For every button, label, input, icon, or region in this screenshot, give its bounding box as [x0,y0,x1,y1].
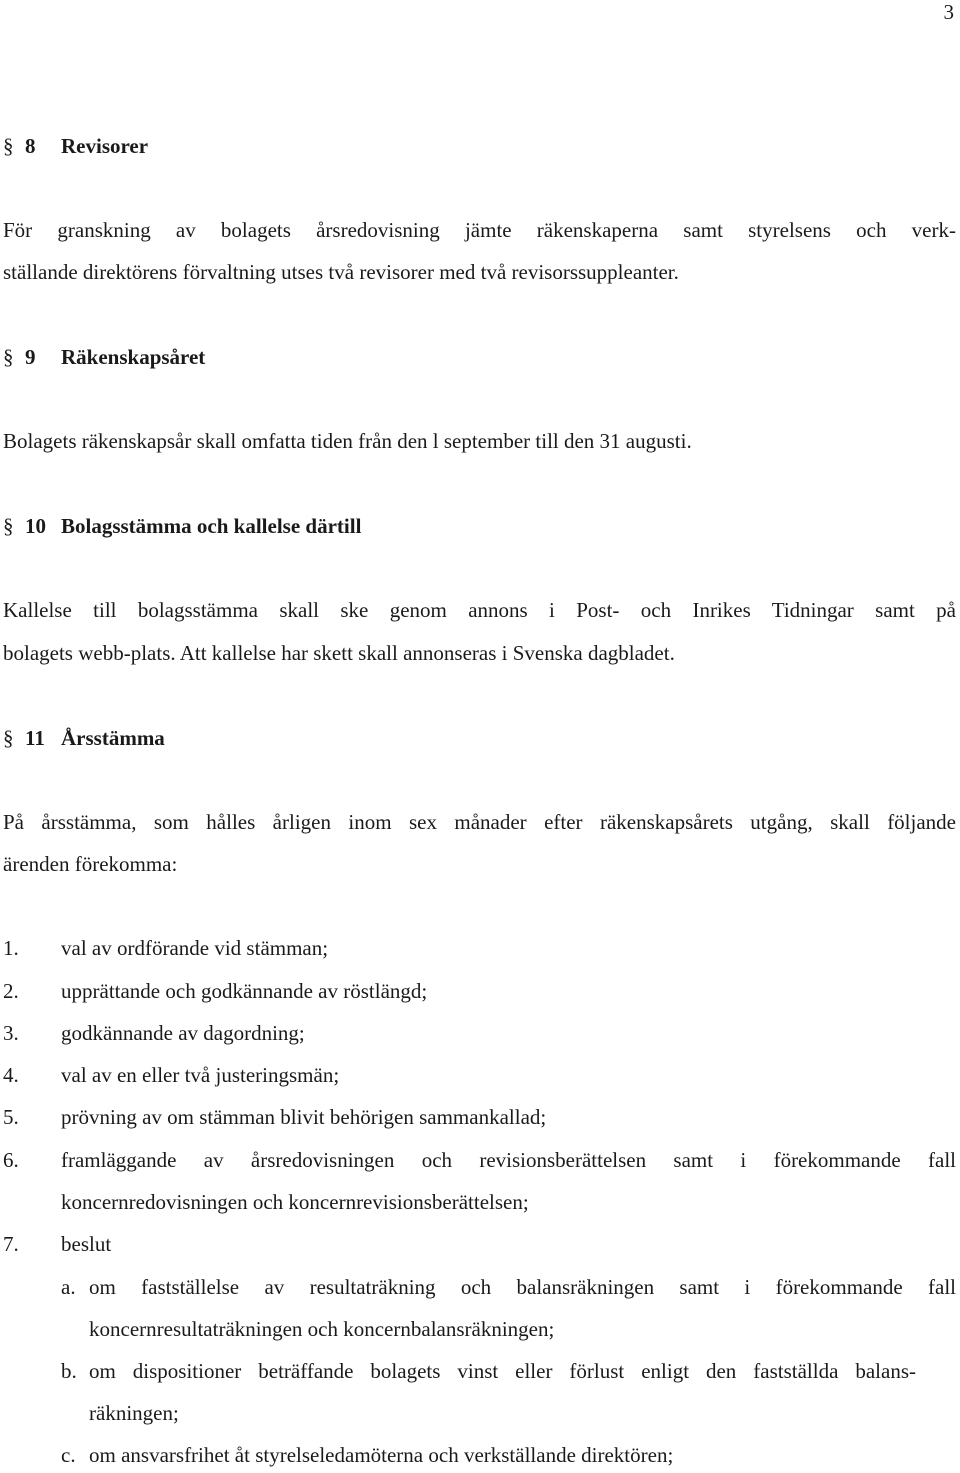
list-item-text: upprättande och godkännande av röstlängd; [61,979,428,1003]
paragraph-line: bolagets webb-plats. Att kallelse har skett skall annonseras i Svenska dagbladet. [3,641,675,665]
list-item-number: 2. [3,979,19,1003]
list-item-number: 6. [3,1148,19,1172]
sub-list-item-line: om dispositioner beträffande bolagets vinst eller förlust enligt den fastställda balans- [89,1359,916,1383]
section-9-paragraph: Bolagets räkenskapsår skall omfatta tiden från den l september till den 31 augusti. [3,429,692,453]
list-item-text: val av en eller två justeringsmän; [61,1063,340,1087]
section-11-paragraph [3,810,956,835]
section-heading-11 [3,726,165,751]
sub-list-item-continuation: räkningen; [89,1401,179,1425]
list-item-text: godkännande av dagordning; [61,1021,305,1045]
list-item-number: 7. [3,1232,19,1256]
list-item-number: 5. [3,1105,19,1129]
paragraph-line: För granskning av bolagets årsredovisning jämte räkenskaperna samt styrelsens och verk- [3,218,956,242]
list-item-text [61,1148,956,1173]
sub-list-item-line: om fastställelse av resultaträkning och balansräkningen samt i förekommande fall [89,1275,956,1299]
section-number: 11 [25,726,45,750]
section-heading-10 [3,514,361,539]
section-title: Revisorer [61,134,149,158]
list-item-text: prövning av om stämman blivit behörigen sammankallad; [61,1105,547,1129]
section-symbol: § [3,514,14,538]
sub-list-item-text [89,1275,956,1300]
list-item-number: 4. [3,1063,19,1087]
list-item-continuation: koncernredovisningen och koncernrevisionsberättelsen; [61,1190,529,1214]
list-item-text: val av ordförande vid stämman; [61,936,329,960]
sub-list-item-continuation: koncernresultaträkningen och koncernbalansräkningen; [89,1317,555,1341]
paragraph-line: ärenden förekomma: [3,852,178,876]
list-item-line: framläggande av årsredovisningen och revisionsberättelsen samt i förekommande fall [61,1148,956,1172]
sub-list-item-letter: b. [61,1359,77,1383]
section-title: Bolagsstämma och kallelse därtill [61,514,362,538]
page-number: 3 [943,0,954,24]
list-item-number: 3. [3,1021,19,1045]
paragraph-line: ställande direktörens förvaltning utses två revisorer med två revisorssuppleanter. [3,260,679,284]
section-number: 8 [25,134,36,158]
sub-list-item-letter: a. [61,1275,76,1299]
list-item-number: 1. [3,936,19,960]
section-8-paragraph [3,218,956,243]
sub-list-item-text: om ansvarsfrihet åt styrelseledamöterna och verkställande direktören; [89,1443,674,1467]
section-title: Räkenskapsåret [61,345,206,369]
section-heading-8 [3,134,148,159]
list-item-text: beslut [61,1232,112,1256]
sub-list-item-letter: c. [61,1443,76,1467]
section-symbol: § [3,726,14,750]
section-symbol: § [3,134,14,158]
section-title: Årsstämma [61,726,165,750]
section-number: 9 [25,345,36,369]
sub-list-item-text [89,1359,916,1384]
paragraph-line: På årsstämma, som hålles årligen inom sex månader efter räkenskapsårets utgång, skall följande [3,810,956,834]
section-number: 10 [25,514,46,538]
section-heading-9 [3,345,205,370]
section-10-paragraph [3,598,956,623]
paragraph-line: Kallelse till bolagsstämma skall ske genom annons i Post- och Inrikes Tidningar samt på [3,598,956,622]
section-symbol: § [3,345,14,369]
